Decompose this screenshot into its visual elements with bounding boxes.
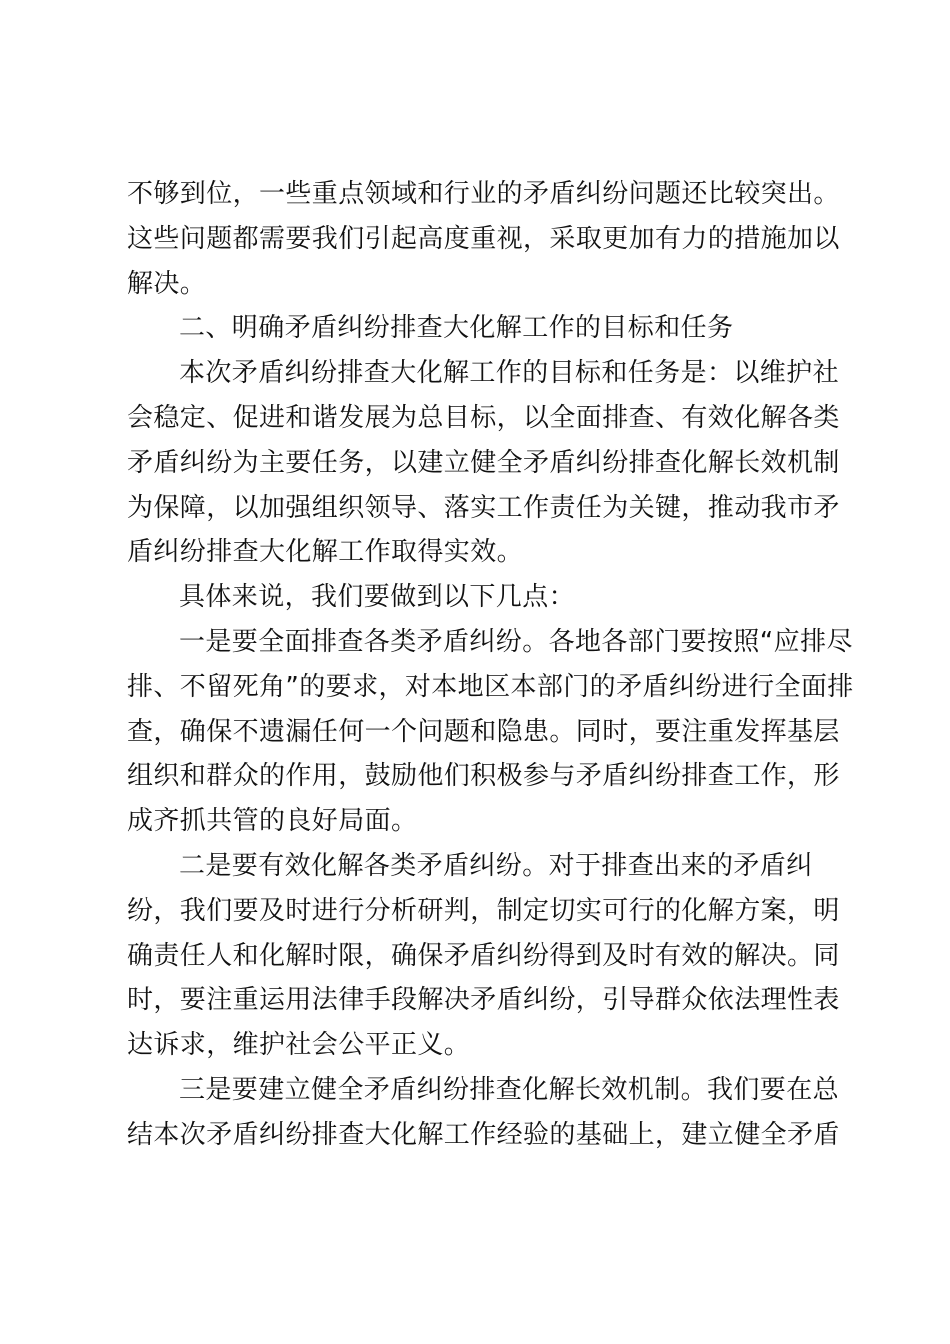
text-line: 查，确保不遗漏任何一个问题和隐患。同时，要注重发挥基层 bbox=[127, 716, 840, 747]
text-line: 二是要有效化解各类矛盾纠纷。对于排查出来的矛盾纠 bbox=[179, 850, 813, 881]
text-line: 时，要注重运用法律手段解决矛盾纠纷，引导群众依法理性表 bbox=[127, 985, 840, 1016]
text-line: 纷，我们要及时进行分析研判，制定切实可行的化解方案，明 bbox=[127, 895, 840, 926]
section-heading: 二、明确矛盾纠纷排查大化解工作的目标和任务 bbox=[179, 313, 734, 344]
text-line: 矛盾纠纷为主要任务，以建立健全矛盾纠纷排查化解长效机制 bbox=[127, 447, 840, 478]
text-line: 为保障，以加强组织领导、落实工作责任为关键，推动我市矛 bbox=[127, 492, 840, 523]
text-line: 成齐抓共管的良好局面。 bbox=[127, 806, 418, 837]
text-line: 盾纠纷排查大化解工作取得实效。 bbox=[127, 537, 524, 568]
text-line: 组织和群众的作用，鼓励他们积极参与矛盾纠纷排查工作，形 bbox=[127, 761, 840, 792]
text-line: 结本次矛盾纠纷排查大化解工作经验的基础上，建立健全矛盾 bbox=[127, 1119, 840, 1150]
text-line: 排、不留死角”的要求，对本地区本部门的矛盾纠纷进行全面排 bbox=[127, 671, 854, 702]
text-line: 三是要建立健全矛盾纠纷排查化解长效机制。我们要在总 bbox=[179, 1074, 840, 1105]
document-body bbox=[127, 172, 854, 1158]
text-line: 具体来说，我们要做到以下几点： bbox=[179, 582, 576, 613]
text-line: 会稳定、促进和谐发展为总目标，以全面排查、有效化解各类 bbox=[127, 402, 840, 433]
text-line: 解决。 bbox=[127, 268, 207, 299]
text-line: 不够到位，一些重点领域和行业的矛盾纠纷问题还比较突出。 bbox=[127, 179, 840, 209]
text-line: 这些问题都需要我们引起高度重视，采取更加有力的措施加以 bbox=[127, 223, 840, 254]
text-line: 一是要全面排查各类矛盾纠纷。各地各部门要按照“应排尽 bbox=[179, 626, 853, 657]
text-line: 本次矛盾纠纷排查大化解工作的目标和任务是：以维护社 bbox=[179, 358, 840, 389]
text-line: 确责任人和化解时限，确保矛盾纠纷得到及时有效的解决。同 bbox=[127, 940, 840, 971]
text-line: 达诉求，维护社会公平正义。 bbox=[127, 1030, 471, 1061]
